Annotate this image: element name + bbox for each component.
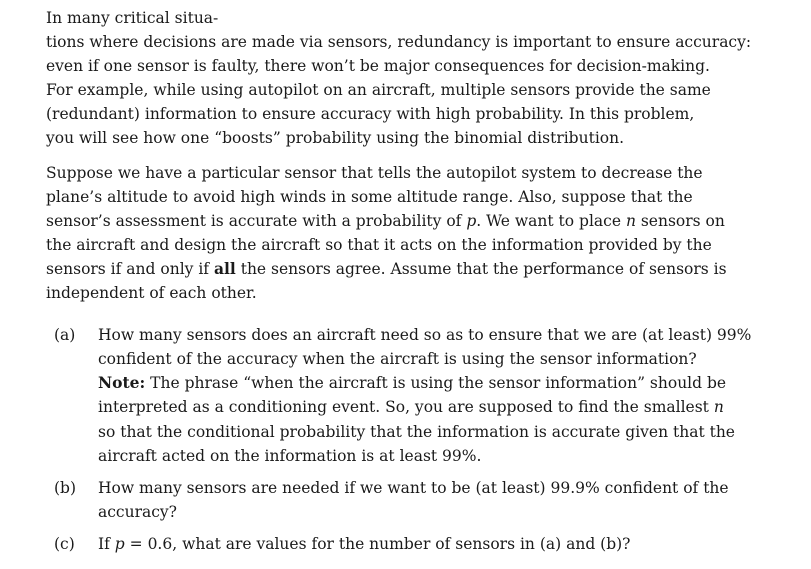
variable-p: p: [466, 211, 477, 230]
setup-text: sensor’s assessment is accurate with a probability of: [46, 211, 467, 230]
intro-line: tions where decisions are made via sensors, redundancy is important to ensure accuracy:: [46, 33, 752, 52]
variable-n: n: [713, 398, 724, 417]
part-label: (a): [54, 326, 76, 345]
part-a-line: aircraft acted on the information is at least 99%.: [98, 446, 482, 465]
setup-text: the sensors agree. Assume that the performance of sensors is: [235, 259, 727, 278]
part-a-line: [98, 395, 778, 419]
part-c-line: [98, 532, 778, 556]
setup-line: [46, 209, 778, 233]
part-label: (c): [54, 534, 75, 553]
problem-document: [46, 6, 778, 564]
part-b-line: accuracy?: [98, 502, 177, 521]
intro-line: In many critical situa-: [46, 9, 219, 27]
question-part-c: [54, 532, 778, 556]
setup-line: [46, 257, 778, 281]
setup-line: Suppose we have a particular sensor that tells the autopilot system to decrease the: [46, 163, 703, 182]
part-a-line: How many sensors does an aircraft need so as to ensure that we are (at least) 99%: [98, 326, 752, 345]
question-parts: [46, 323, 778, 556]
question-part-a: [54, 323, 778, 468]
setup-text: . We want to place: [476, 211, 626, 230]
variable-p: p: [114, 534, 125, 553]
part-a-line: so that the conditional probability that the information is accurate given that the: [98, 422, 735, 441]
note-label: Note:: [98, 373, 146, 393]
part-a-text: The phrase “when the aircraft is using the sensor information” should be: [145, 374, 727, 393]
part-c-text: = 0.6, what are values for the number of sensors in (a) and (b)?: [124, 534, 631, 553]
intro-line: you will see how one “boosts” probability using the binomial distribution.: [46, 129, 625, 148]
setup-text: sensors on: [635, 211, 725, 230]
setup-text: sensors if and only if: [46, 259, 214, 278]
part-a-line: confident of the accuracy when the aircraft is using the sensor information?: [98, 350, 697, 369]
intro-line: even if one sensor is faulty, there won’t be major consequences for decision-making.: [46, 57, 710, 76]
setup-line: the aircraft and design the aircraft so that it acts on the information provided by the: [46, 235, 712, 254]
intro-paragraph: [46, 6, 778, 151]
part-a-line: [98, 371, 778, 395]
part-a-text: interpreted as a conditioning event. So, you are supposed to find the smallest: [98, 398, 714, 417]
setup-line: independent of each other.: [46, 284, 257, 303]
part-b-line: How many sensors are needed if we want to be (at least) 99.9% confident of the: [98, 478, 729, 497]
part-label: (b): [54, 478, 77, 497]
intro-line: For example, while using autopilot on an aircraft, multiple sensors provide the same: [46, 81, 711, 100]
question-part-b: [54, 476, 778, 524]
variable-n: n: [625, 211, 636, 230]
part-c-text: If: [98, 534, 115, 553]
emphasis-all: all: [213, 258, 236, 278]
intro-line: (redundant) information to ensure accuracy with high probability. In this problem,: [46, 105, 695, 124]
setup-line: plane’s altitude to avoid high winds in some altitude range. Also, suppose that the: [46, 187, 693, 206]
setup-paragraph: [46, 161, 778, 306]
